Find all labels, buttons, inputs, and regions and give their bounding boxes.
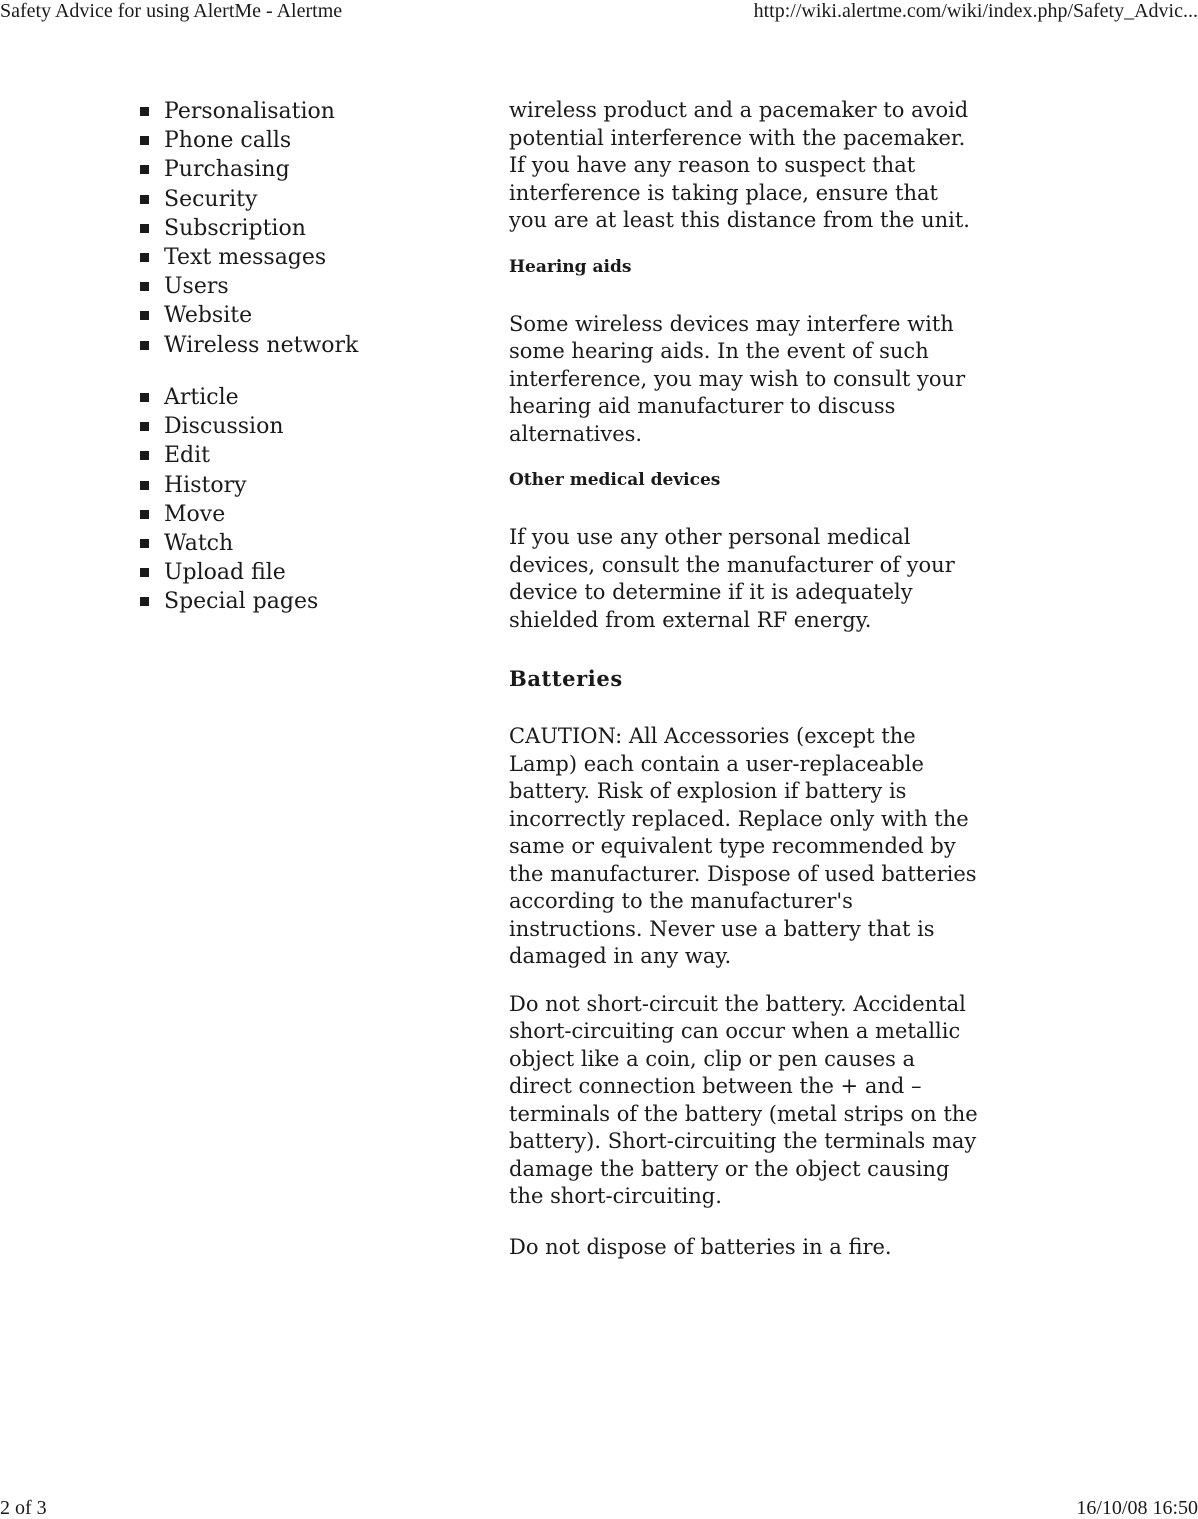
category-nav-list — [140, 97, 358, 360]
nav-item-article — [140, 383, 318, 412]
article-content — [509, 97, 981, 1261]
print-header-url: http://wiki.alertme.com/wiki/index.php/Safety_Advic... — [753, 0, 1198, 22]
square-bullet-icon — [140, 107, 149, 116]
square-bullet-icon — [140, 165, 149, 174]
nav-link-users[interactable]: Users — [164, 274, 229, 300]
nav-link-security[interactable]: Security — [164, 186, 258, 212]
square-bullet-icon — [140, 393, 149, 402]
nav-link-purchasing[interactable]: Purchasing — [164, 157, 290, 183]
nav-item-text-messages — [140, 243, 358, 272]
nav-link-special-pages[interactable]: Special pages — [164, 589, 319, 615]
square-bullet-icon — [140, 568, 149, 577]
nav-link-article[interactable]: Article — [164, 385, 239, 411]
nav-item-wireless-network — [140, 331, 358, 360]
nav-link-phone-calls[interactable]: Phone calls — [164, 128, 292, 154]
square-bullet-icon — [140, 282, 149, 291]
nav-item-purchasing — [140, 155, 358, 184]
nav-link-watch[interactable]: Watch — [164, 531, 234, 557]
nav-link-history[interactable]: History — [164, 472, 247, 498]
square-bullet-icon — [140, 422, 149, 431]
nav-item-history — [140, 471, 318, 500]
batteries-caution-paragraph: CAUTION: All Accessories (except the Lamp) each contain a user-replaceable battery. Risk of explosion if battery is incorrectly replaced. Replace only with the same or equivalent type recommended by the manufacturer. Dispose of used batteries according to the manufacturer's instructions. Never use a battery that is damaged in any way. — [509, 724, 977, 968]
nav-item-personalisation — [140, 97, 358, 126]
nav-link-website[interactable]: Website — [164, 303, 253, 329]
print-footer-page-number: 2 of 3 — [0, 1497, 47, 1519]
nav-item-discussion — [140, 412, 318, 441]
square-bullet-icon — [140, 224, 149, 233]
hearing-aids-heading: Hearing aids — [509, 256, 632, 277]
nav-link-edit[interactable]: Edit — [164, 443, 211, 469]
square-bullet-icon — [140, 451, 149, 460]
nav-item-users — [140, 272, 358, 301]
other-medical-devices-paragraph: If you use any other personal medical devices, consult the manufacturer of your device to determine if it is adequately shielded from external RF energy. — [509, 525, 955, 632]
square-bullet-icon — [140, 341, 149, 350]
batteries-heading: Batteries — [509, 666, 623, 691]
nav-link-upload-file[interactable]: Upload file — [164, 560, 286, 586]
square-bullet-icon — [140, 253, 149, 262]
square-bullet-icon — [140, 510, 149, 519]
nav-link-wireless-network[interactable]: Wireless network — [164, 332, 359, 358]
square-bullet-icon — [140, 136, 149, 145]
nav-item-security — [140, 185, 358, 214]
page-actions-nav-list — [140, 383, 318, 617]
nav-link-discussion[interactable]: Discussion — [164, 414, 284, 440]
nav-item-watch — [140, 529, 318, 558]
other-medical-devices-heading: Other medical devices — [509, 470, 721, 490]
nav-item-website — [140, 301, 358, 330]
nav-item-subscription — [140, 214, 358, 243]
square-bullet-icon — [140, 481, 149, 490]
print-header-title: Safety Advice for using AlertMe - Alertme — [0, 0, 343, 22]
nav-item-upload-file — [140, 558, 318, 587]
pacemaker-paragraph: wireless product and a pacemaker to avoid potential interference with the pacemaker. If you have any reason to suspect that interference is taking place, ensure that you are at least this distance from the unit. — [509, 98, 970, 232]
short-circuit-paragraph: Do not short-circuit the battery. Accidental short-circuiting can occur when a metallic object like a coin, clip or pen causes a direct connection between the + and – terminals of the battery (metal strips on the battery). Short-circuiting the terminals may damage the battery or the object causing the short-circuiting. — [509, 991, 978, 1208]
nav-link-move[interactable]: Move — [164, 501, 226, 527]
print-footer-datetime: 16/10/08 16:50 — [1076, 1497, 1198, 1519]
square-bullet-icon — [140, 311, 149, 320]
nav-link-personalisation[interactable]: Personalisation — [164, 99, 335, 125]
nav-item-edit — [140, 441, 318, 470]
fire-disposal-paragraph: Do not dispose of batteries in a fire. — [509, 1234, 892, 1259]
square-bullet-icon — [140, 195, 149, 204]
square-bullet-icon — [140, 539, 149, 548]
nav-link-subscription[interactable]: Subscription — [164, 215, 306, 241]
nav-item-phone-calls — [140, 126, 358, 155]
nav-link-text-messages[interactable]: Text messages — [164, 245, 327, 271]
hearing-aids-paragraph: Some wireless devices may interfere with some hearing aids. In the event of such interference, you may wish to consult your hearing aid manufacturer to discuss alternatives. — [509, 311, 966, 446]
square-bullet-icon — [140, 597, 149, 606]
nav-item-move — [140, 500, 318, 529]
nav-item-special-pages — [140, 587, 318, 616]
